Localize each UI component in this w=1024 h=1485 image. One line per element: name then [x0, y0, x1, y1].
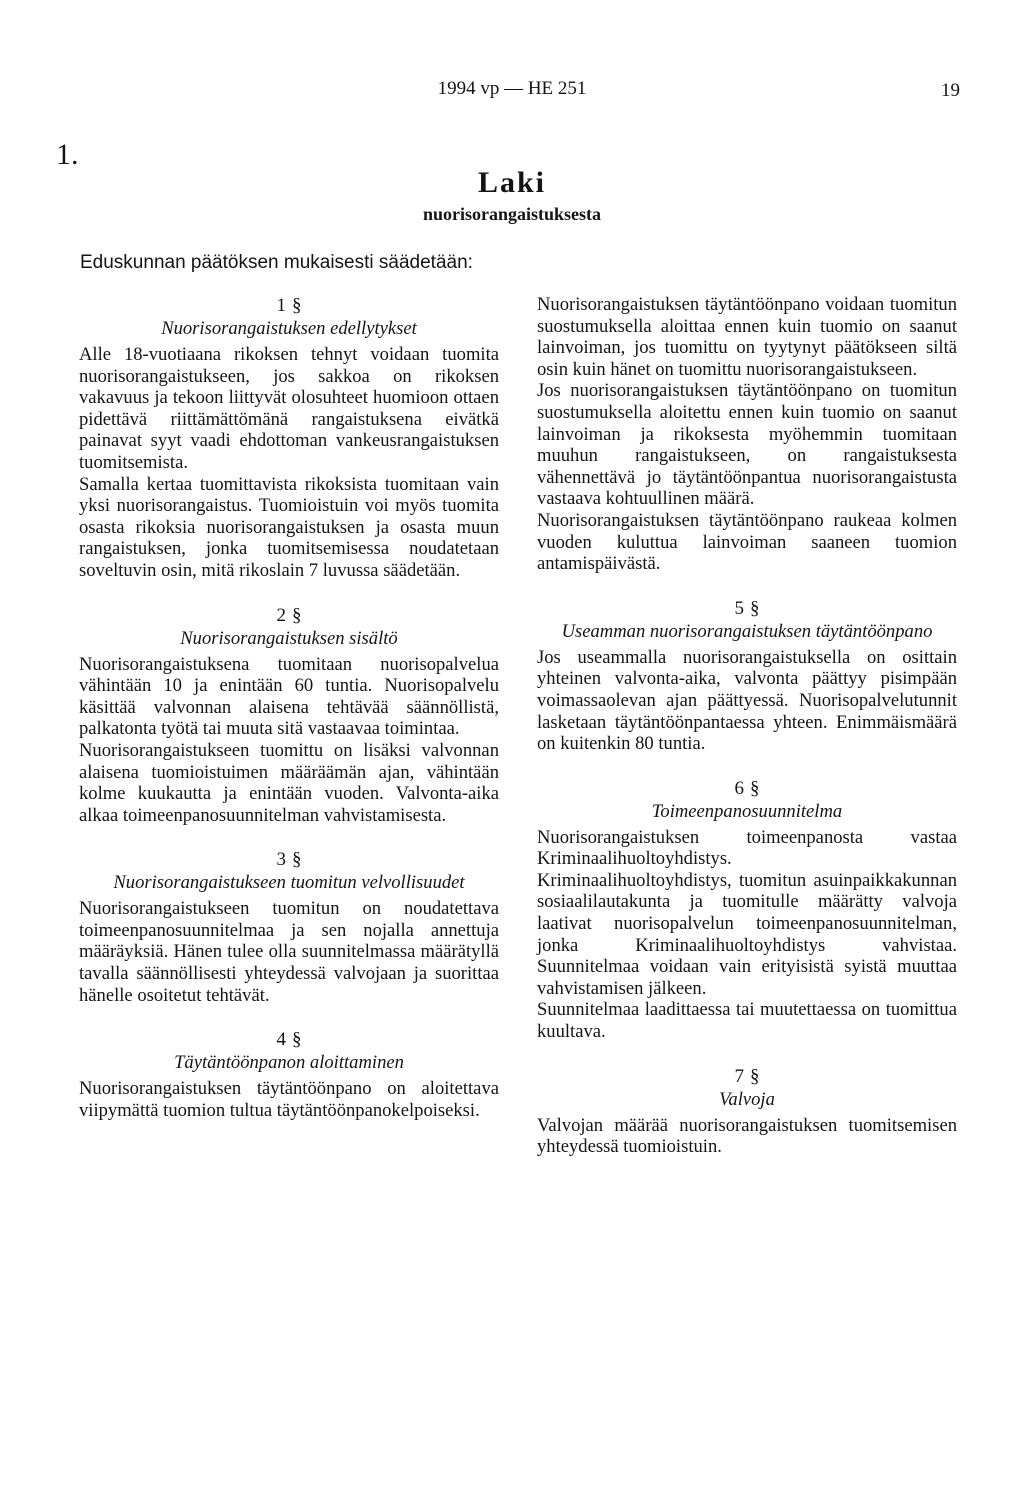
enactment-clause: Eduskunnan päätöksen mukaisesti säädetään: [80, 252, 473, 273]
page-number: 19 [941, 80, 960, 101]
section-4 [79, 1028, 499, 1121]
paragraph: Valvojan määrää nuorisorangaistuksen tuomitsemisen yhteydessä tuomioistuin. [537, 1114, 957, 1158]
section-number: 3 § [276, 849, 302, 871]
paragraph: Nuorisorangaistuksena tuomitaan nuorisopalvelua vähintään 10 ja enintään 60 tuntia. Nuorisopalvelu käsittää valvonnan alaisena tehtävää säännöllistä, palkatonta työtä tai muuta sitä vastaavaa toimintaa. [79, 653, 499, 740]
section-2 [79, 604, 499, 827]
paragraph: Jos useammalla nuorisorangaistuksella on osittain yhteinen valvonta-aika, valvonta päättyy pisimpään voimassaolevan ajan päättyessä. Nuorisopalvelutunnit lasketaan täytäntöönpantaessa yhteen. Enimmäismäärä on kuitenkin 80 tuntia. [537, 646, 957, 755]
section-number: 4 § [276, 1029, 302, 1051]
section-title: Toimeenpanosuunnitelma [651, 800, 843, 822]
section-number: 6 § [734, 777, 760, 799]
paragraph: Nuorisorangaistukseen tuomitun on noudatettava toimeenpanosuunnitelmaa ja sen nojalla annettuja määräyksiä. Hänen tulee olla suunnitelmassa määrätyllä tavalla säännöllisesti yhteydessä valvojaan ja suorittaa hänelle osoitetut tehtävät. [79, 898, 499, 1006]
page-header-title: 1994 vp — HE 251 [437, 78, 587, 99]
paragraph: Jos nuorisorangaistuksen täytäntöönpano on tuomitun suostumuksella aloitettu ennen kuin tuomio on saanut lainvoiman ja rikoksesta myöhemmin tuomitaan muuhun rangaistukseen, on rangaistuksesta vähennettävä jo täytäntöönpantua nuorisorangaistusta vastaava kohtuullinen määrä. [537, 380, 957, 510]
section-4-continued [537, 294, 957, 575]
right-column [537, 294, 957, 1158]
section-title: Valvoja [719, 1088, 775, 1110]
section-5 [537, 597, 957, 755]
law-title: Laki [477, 166, 547, 199]
section-1 [79, 294, 499, 582]
section-7 [537, 1065, 957, 1158]
paragraph: Samalla kertaa tuomittavista rikoksista tuomitaan vain yksi nuorisorangaistus. Tuomioistuin voi myös tuomita osasta rikoksia nuorisorangaistuksen ja osasta muun rangaistuksen, jonka tuomitsemisessa noudatetaan soveltuvin osin, mitä rikoslain 7 luvussa säädetään. [79, 473, 499, 581]
section-6 [537, 777, 957, 1043]
paragraph: Nuorisorangaistuksen toimeenpanosta vastaa Kriminaalihuoltoyhdistys. [537, 826, 957, 870]
section-3 [79, 848, 499, 1006]
section-number: 7 § [734, 1065, 760, 1087]
paragraph: Nuorisorangaistuksen täytäntöönpano raukeaa kolmen vuoden kuluttua lainvoiman saaneen tuomion antamispäivästä. [537, 509, 957, 575]
section-number: 1 § [276, 295, 302, 316]
paragraph: Nuorisorangaistukseen tuomittu on lisäksi valvonnan alaisena tuomioistuimen määräämän ajan, vähintään kolme kuukautta ja enintään vuoden. Valvonta-aika alkaa toimeenpanosuunnitelman vahvistamisesta. [79, 739, 499, 826]
section-number: 5 § [734, 597, 760, 619]
section-title: Täytäntöönpanon aloittaminen [174, 1052, 404, 1074]
section-title: Useamman nuorisorangaistuksen täytäntöönpano [561, 620, 933, 642]
section-number: 2 § [276, 604, 302, 626]
law-subtitle: nuorisorangaistuksesta [422, 204, 602, 224]
paragraph: Nuorisorangaistuksen täytäntöönpano voidaan tuomitun suostumuksella aloittaa ennen kuin tuomio on saanut lainvoiman, jos tuomittu on tyytynyt päätökseen siltä osin kuin hänet on tuomittu nuorisorangaistukseen. [537, 294, 957, 380]
left-column [79, 294, 499, 1121]
paragraph: Alle 18-vuotiaana rikoksen tehnyt voidaan tuomita nuorisorangaistukseen, jos sakkoa on rikoksen vakavuus ja tekoon liittyvät olosuhteet huomioon ottaen pidettävä riittämättömänä rangaistuksena eivätkä painavat syyt vaadi ehdottoman vankeusrangaistuksen tuomitsemista. [79, 344, 499, 473]
section-title: Nuorisorangaistuksen sisältö [180, 627, 398, 649]
section-title: Nuorisorangaistuksen edellytykset [161, 318, 417, 339]
paragraph: Kriminaalihuoltoyhdistys, tuomitun asuinpaikkakunnan sosiaalilautakunta ja tuomitulle määrätty valvoja laativat nuorisopalvelun toimeenpanosuunnitelman, jonka Kriminaalihuoltoyhdistys vahvistaa. Suunnitelmaa voidaan vain erityisistä syistä muuttaa vahvistamisen jälkeen. [537, 869, 957, 999]
paragraph: Suunnitelmaa laadittaessa tai muutettaessa on tuomittua kuultava. [537, 999, 957, 1043]
paragraph: Nuorisorangaistuksen täytäntöönpano on aloitettava viipymättä tuomion tultua täytäntöönpanokelpoiseksi. [79, 1078, 499, 1121]
section-title: Nuorisorangaistukseen tuomitun velvollisuudet [113, 872, 465, 894]
item-number: 1. [56, 138, 79, 171]
